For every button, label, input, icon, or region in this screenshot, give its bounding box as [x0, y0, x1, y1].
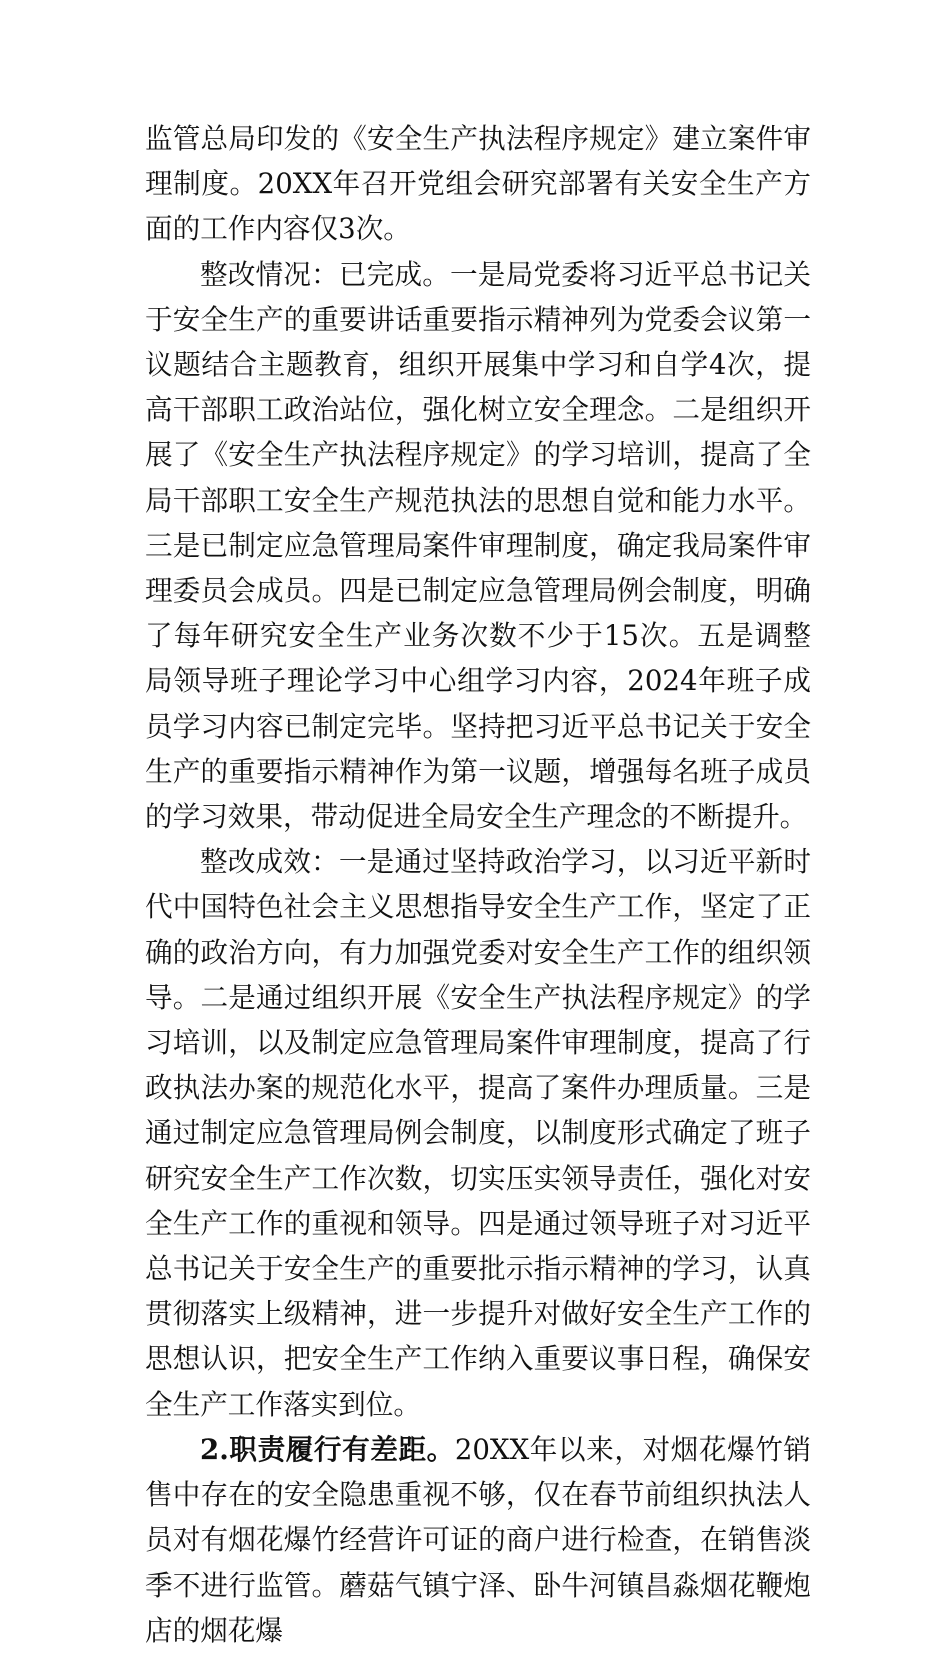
paragraph-rectification-results: [145, 839, 811, 1427]
paragraph-duty-gap: [145, 1427, 811, 1653]
section-heading: 2.职责履行有差距。: [200, 1432, 455, 1466]
paragraph-text: 整改成效：一是通过坚持政治学习，以习近平新时代中国特色社会主义思想指导安全生产工作，坚定了正确的政治方向，有力加强党委对安全生产工作的组织领导。二是通过组织开展《安全生产执法程序规定》的学习培训，以及制定应急管理局案件审理制度，提高了行政执法办案的规范化水平，提高了案件办理质量。三是通过制定应急管理局例会制度，以制度形式确定了班子研究安全生产工作次数，切实压实领导责任，强化对安全生产工作的重视和领导。四是通过领导班子对习近平总书记关于安全生产的重要批示指示精神的学习，认真贯彻落实上级精神，进一步提升对做好安全生产工作的思想认识，把安全生产工作纳入重要议事日程，确保安全生产工作落实到位。: [145, 845, 811, 1421]
paragraph-text: 监管总局印发的《安全生产执法程序规定》建立案件审理制度。20XX年召开党组会研究部署有关安全生产方面的工作内容仅3次。: [145, 122, 811, 246]
paragraph-text: 整改情况：已完成。一是局党委将习近平总书记关于安全生产的重要讲话重要指示精神列为党委会议第一议题结合主题教育，组织开展集中学习和自学4次，提高干部职工政治站位，强化树立安全理念。二是组织开展了《安全生产执法程序规定》的学习培训，提高了全局干部职工安全生产规范执法的思想自觉和能力水平。三是已制定应急管理局案件审理制度，确定我局案件审理委员会成员。四是已制定应急管理局例会制度，明确了每年研究安全生产业务次数不少于15次。五是调整局领导班子理论学习中心组学习内容，2024年班子成员学习内容已制定完毕。坚持把习近平总书记关于安全生产的重要指示精神作为第一议题，增强每名班子成员的学习效果，带动促进全局安全生产理念的不断提升。: [145, 257, 811, 834]
document-body: [145, 116, 811, 1653]
paragraph-text: 20XX年以来，对烟花爆竹销售中存在的安全隐患重视不够，仅在春节前组织执法人员对有烟花爆竹经营许可证的商户进行检查，在销售淡季不进行监管。蘑菇气镇宁泽、卧牛河镇昌淼烟花鞭炮店的烟花爆: [145, 1432, 811, 1647]
paragraph-rectification-status: [145, 252, 811, 840]
paragraph-continuation: [145, 116, 811, 252]
